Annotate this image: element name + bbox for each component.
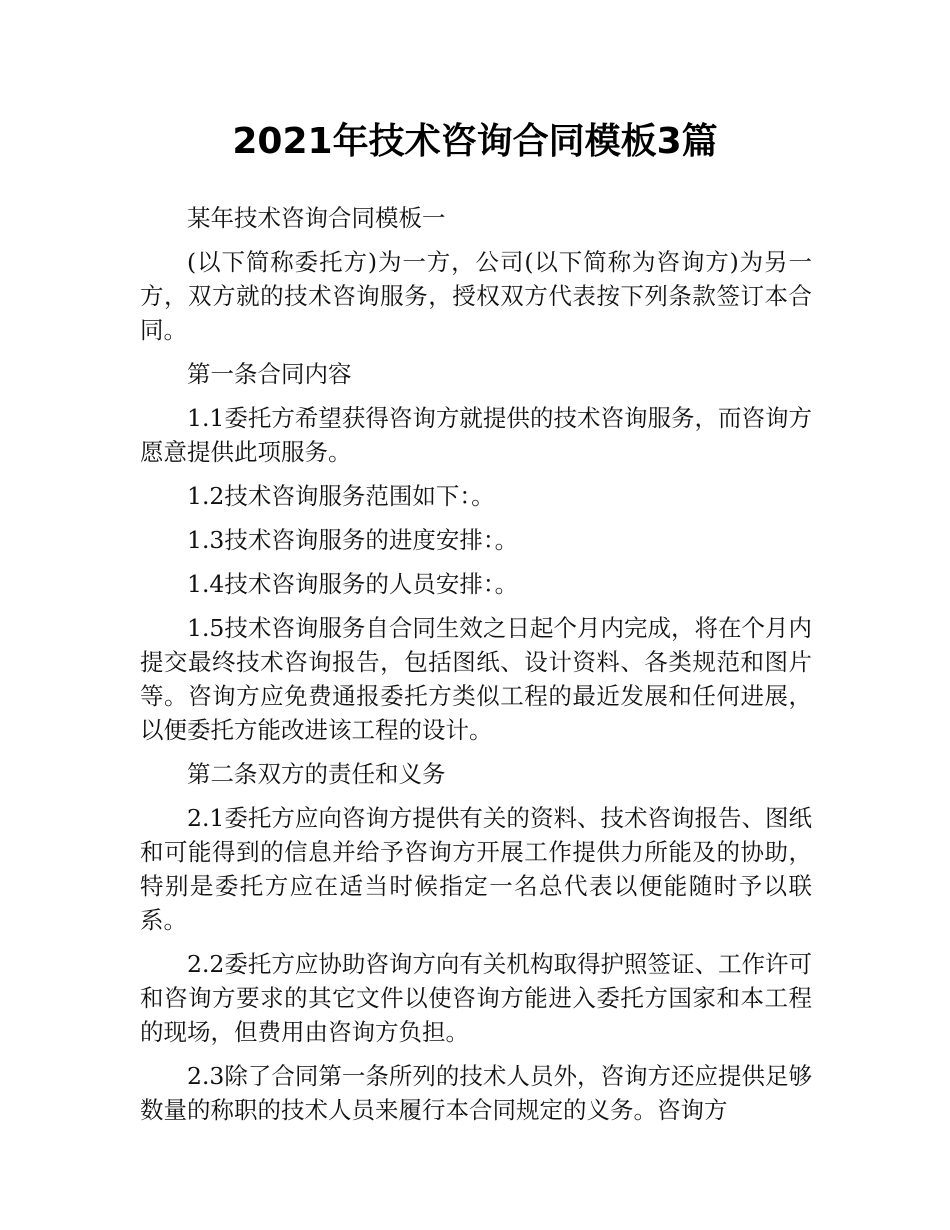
paragraph: 2.3除了合同第一条所列的技术人员外，咨询方还应提供足够数量的称职的技术人员来履行本合同规定的义务。咨询方 [140,1062,812,1124]
section-heading: 某年技术咨询合同模板一 [187,204,446,232]
paragraph: 2.2委托方应协助咨询方向有关机构取得护照签证、工作许可和咨询方要求的其它文件以使咨询方能进入委托方国家和本工程的现场，但费用由咨询方负担。 [140,950,812,1046]
document-title: 2021年技术咨询合同模板3篇 [232,121,718,162]
paragraph: 1.2技术咨询服务范围如下：。 [187,482,495,510]
paragraph: 1.5技术咨询服务自合同生效之日起个月内完成，将在个月内提交最终技术咨询报告，包括图纸、设计资料、各类规范和图片等。咨询方应免费通报委托方类似工程的最近发展和任何进展，以便委托方能改进该工程的设计。 [140,614,812,744]
paragraph: 1.4技术咨询服务的人员安排：。 [187,570,519,598]
paragraph: (以下简称委托方)为一方，公司(以下简称为咨询方)为另一方，双方就的技术咨询服务，授权双方代表按下列条款签订本合同。 [140,248,812,344]
paragraph: 1.1委托方希望获得咨询方就提供的技术咨询服务，而咨询方愿意提供此项服务。 [140,404,812,466]
clause-heading: 第一条合同内容 [187,360,352,388]
paragraph: 2.1委托方应向咨询方提供有关的资料、技术咨询报告、图纸和可能得到的信息并给予咨询方开展工作提供力所能及的协助，特别是委托方应在适当时候指定一名总代表以便能随时予以联系。 [140,804,812,934]
paragraph: 1.3技术咨询服务的进度安排：。 [187,526,519,554]
clause-heading: 第二条双方的责任和义务 [187,760,446,788]
document-body [140,201,812,1137]
